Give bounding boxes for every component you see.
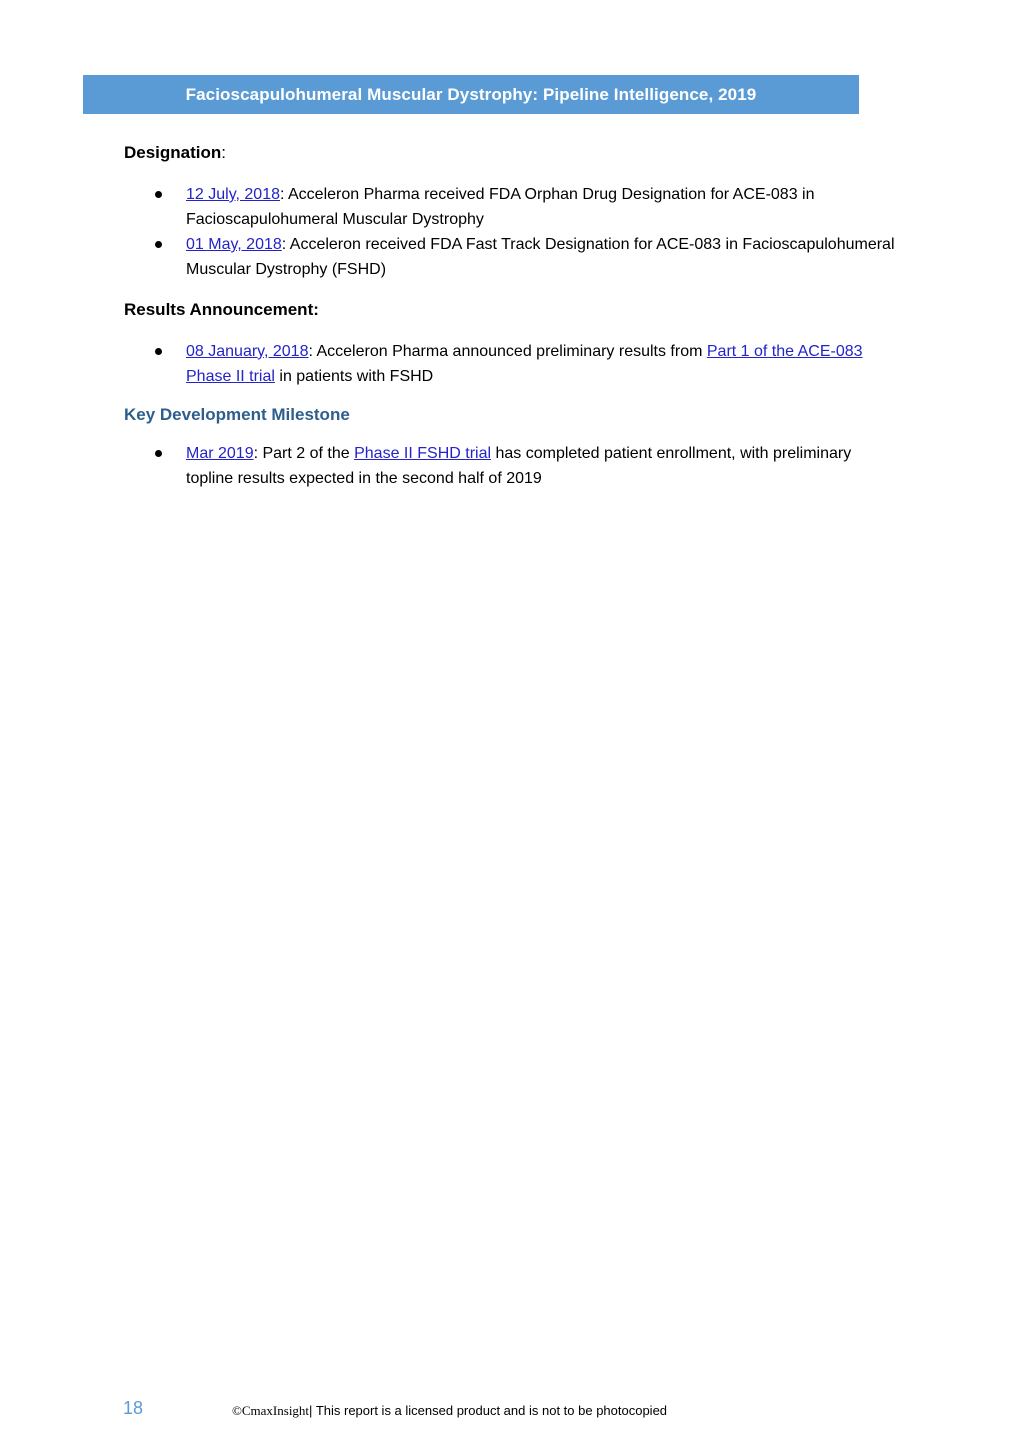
designation-heading-text: Designation: [124, 143, 222, 162]
bullet-icon: [155, 241, 162, 248]
milestone-list: [150, 441, 895, 491]
milestone-heading: Key Development Milestone: [124, 405, 350, 424]
results-list: [150, 339, 895, 389]
milestone-item-text-after: has completed patient enrollment, with preliminary topline results expected in the second half of 2019: [186, 445, 852, 487]
trial-link[interactable]: Phase II FSHD trial: [354, 445, 492, 462]
list-item: [150, 441, 895, 491]
designation-item-text: : Acceleron received FDA Fast Track Designation for ACE-083 in Facioscapulohumeral Muscular Dystrophy (FSHD): [186, 236, 895, 278]
footer-brand: ©CmaxInsight: [232, 1403, 310, 1418]
footer-notice: [232, 1403, 667, 1419]
results-heading: Results Announcement:: [124, 300, 319, 319]
bullet-icon: [155, 191, 162, 198]
list-item: [150, 182, 895, 232]
footer-separator: |: [309, 1403, 313, 1418]
bullet-icon: [155, 348, 162, 355]
page-footer: [123, 1398, 823, 1424]
trial-link[interactable]: Part 1 of the ACE-083 Phase II trial: [186, 343, 863, 385]
designation-list: [150, 182, 895, 282]
milestone-date-link[interactable]: Mar 2019: [186, 445, 254, 462]
list-item: [150, 232, 895, 282]
report-header-band: [83, 75, 859, 114]
milestone-item-text: : Part 2 of the: [253, 445, 355, 462]
designation-heading-colon: :: [221, 143, 227, 162]
designation-date-link[interactable]: 12 July, 2018: [186, 186, 280, 203]
results-date-link[interactable]: 08 January, 2018: [186, 343, 309, 360]
designation-date-link[interactable]: 01 May, 2018: [186, 236, 282, 253]
report-title: Facioscapulohumeral Muscular Dystrophy: Pipeline Intelligence, 2019: [185, 84, 757, 104]
bullet-icon: [155, 450, 162, 457]
designation-item-text: : Acceleron Pharma received FDA Orphan Drug Designation for ACE-083 in Facioscapulohumeral Muscular Dystrophy: [186, 186, 815, 228]
footer-notice-text: This report is a licensed product and is not to be photocopied: [312, 1403, 668, 1418]
list-item: [150, 339, 895, 389]
page-number: 18: [123, 1398, 144, 1418]
results-item-text: : Acceleron Pharma announced preliminary results from: [308, 343, 707, 360]
results-item-text-after: in patients with FSHD: [274, 368, 434, 385]
designation-heading: [124, 143, 226, 163]
